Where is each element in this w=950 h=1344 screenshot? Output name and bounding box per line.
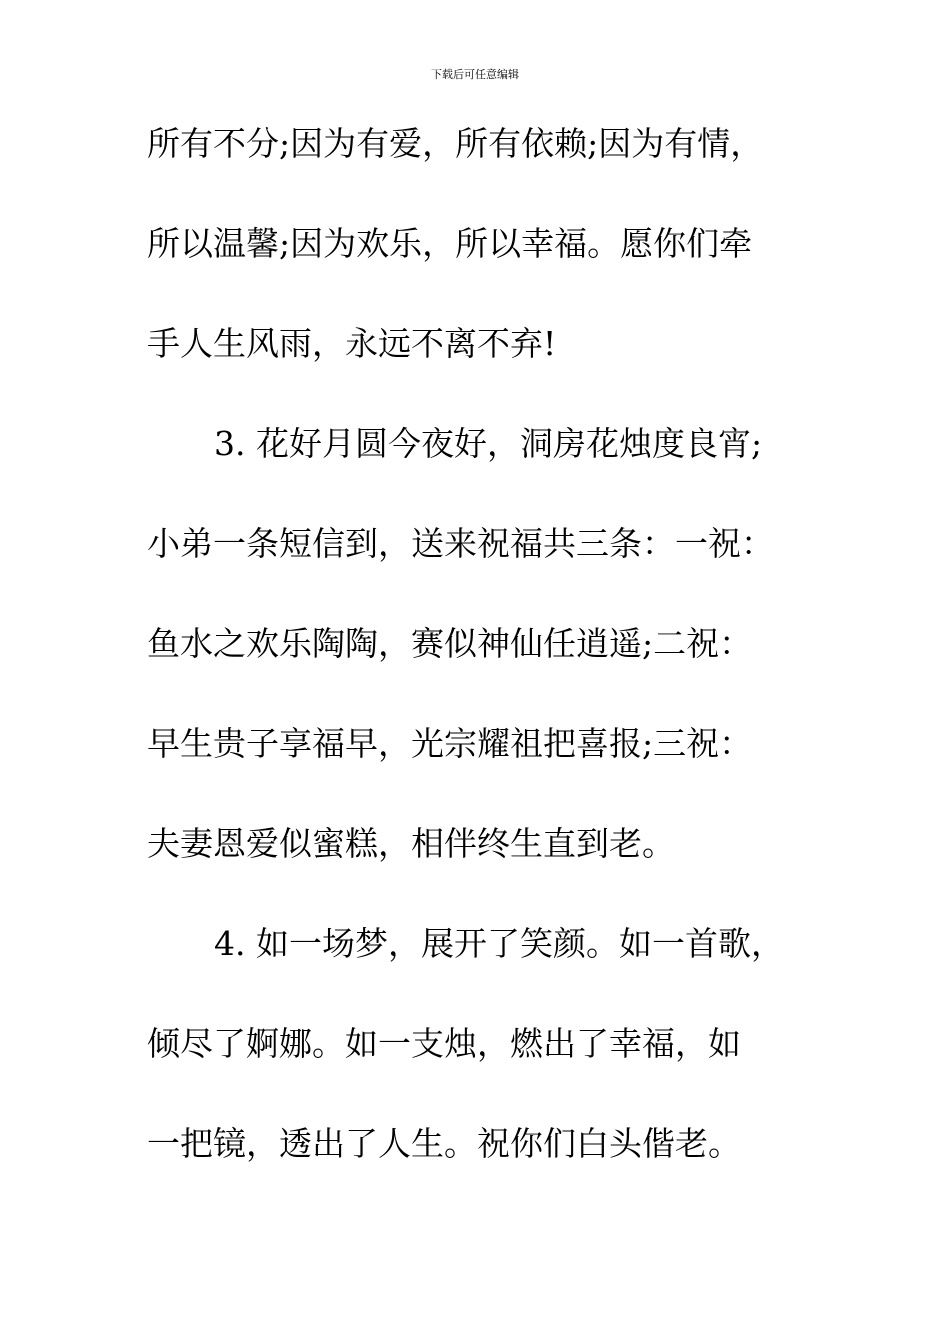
text-line: 倾尽了婀娜。如一支烛，燃出了幸福，如	[147, 1024, 741, 1063]
text-line: 所有不分;因为有爱，所有依赖;因为有情，	[147, 124, 764, 163]
text-line: 手人生风雨，永远不离不弃!	[147, 324, 557, 363]
text-line: 3. 花好月圆今夜好，洞房花烛度良宵;	[214, 424, 763, 463]
page-header: 下载后可任意编辑	[431, 68, 519, 81]
text-line: 所以温馨;因为欢乐，所以幸福。愿你们牵	[147, 224, 753, 263]
text-line: 小弟一条短信到，送来祝福共三条：一祝：	[147, 524, 774, 563]
text-line: 一把镜，透出了人生。祝你们白头偕老。	[147, 1124, 741, 1163]
text-line: 早生贵子享福早，光宗耀祖把喜报;三祝：	[147, 724, 753, 763]
text-line: 夫妻恩爱似蜜糕，相伴终生直到老。	[147, 824, 675, 863]
text-line: 鱼水之欢乐陶陶，赛似神仙任逍遥;二祝：	[147, 624, 753, 663]
text-line: 4. 如一场梦，展开了笑颜。如一首歌，	[214, 924, 784, 963]
